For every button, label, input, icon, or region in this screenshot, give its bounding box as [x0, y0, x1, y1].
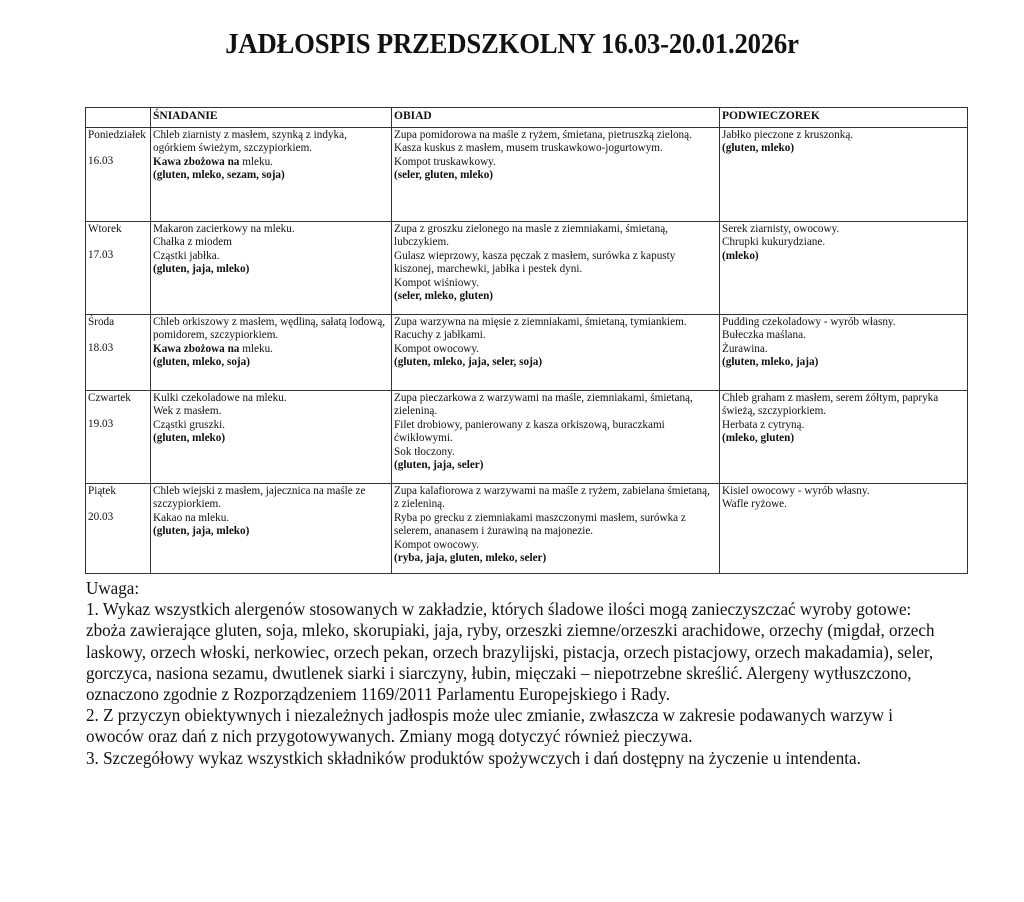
allergens: (seler, mleko, gluten)	[394, 290, 494, 303]
menu-item: Kulki czekoladowe na mleku.	[153, 392, 287, 404]
notes-heading: Uwaga:	[86, 578, 140, 598]
menu-item: Żurawina.	[722, 342, 768, 355]
menu-item: Chałka z miodem	[153, 236, 232, 249]
table-row	[86, 222, 968, 315]
menu-item-bold: Kawa zbożowa na	[153, 342, 240, 355]
menu-item: Kakao na mleku.	[153, 511, 230, 524]
obiad-cell	[392, 222, 720, 315]
sniadanie-cell	[151, 484, 392, 574]
table-header-row	[86, 108, 968, 128]
note-item: 3. Szczegółowy wykaz wszystkich składników produktów spożywczych i dań dostępny na życzenie u intendenta.	[86, 747, 861, 768]
menu-item: Zupa pomidorowa na maśle z ryżem, śmietana, pietruszką zieloną.	[394, 129, 692, 141]
menu-item: Kompot owocowy.	[394, 538, 480, 551]
day-name: Środa	[88, 316, 115, 328]
header-day	[86, 108, 151, 128]
menu-item: Sok tłoczony.	[394, 445, 455, 458]
table-row	[86, 315, 968, 391]
obiad-cell	[392, 315, 720, 391]
menu-item: Jabłko pieczone z kruszonką.	[722, 129, 854, 141]
menu-item: Pudding czekoladowy - wyrób własny.	[722, 316, 896, 328]
podwieczorek-cell	[720, 391, 968, 484]
menu-item: Kompot truskawkowy.	[394, 155, 496, 168]
note-item: 1. Wykaz wszystkich alergenów stosowanych w zakładzie, których śladowe ilości mogą zanieczyszczać wyroby gotowe: zboża zawierające gluten, soja, mleko, skorupiaki, jaja, ryby, orzeszki ziemne/orzeszki arachidowe, orzechy (migdał, orzech laskowy, orzech włoski, nerkowiec, orzech pekan, orzech brazylijski, pistacja, orzech pistacjowy, orzech makadamia), seler, gorczyca, nasiona sezamu, dwutlenek siarki i siarczyny, łubin, mięczaki – niepotrzebne skreślić. Alergeny wytłuszczono, oznaczono zgodnie z Rozporządzeniem 1169/2011 Parlamentu Europejskiego i Rady.	[86, 599, 935, 705]
menu-item: Kasza kuskus z masłem, musem truskawkowo-jogurtowym.	[394, 142, 663, 155]
day-cell	[86, 128, 151, 222]
allergens: (gluten, mleko, jaja)	[722, 356, 819, 369]
podwieczorek-cell	[720, 128, 968, 222]
obiad-cell	[392, 391, 720, 484]
allergens: (gluten, mleko)	[153, 432, 226, 445]
menu-item: Herbata z cytryną.	[722, 418, 805, 431]
allergens: (gluten, jaja, mleko)	[153, 263, 250, 276]
day-date: 18.03	[88, 342, 114, 355]
sniadanie-cell	[151, 222, 392, 315]
menu-item: Racuchy z jabłkami.	[394, 329, 486, 342]
menu-item: Kompot wiśniowy.	[394, 276, 480, 289]
menu-item	[153, 343, 389, 356]
day-name: Czwartek	[88, 392, 131, 404]
menu-item: Filet drobiowy, panierowany z kasza orkiszową, buraczkami ćwikłowymi.	[394, 418, 665, 445]
menu-item: Kisiel owocowy - wyrób własny.	[722, 485, 870, 497]
podwieczorek-cell	[720, 222, 968, 315]
menu-item-bold: Kawa zbożowa na	[153, 155, 240, 168]
allergens: (mleko)	[722, 249, 759, 262]
menu-item: Serek ziarnisty, owocowy.	[722, 223, 840, 235]
allergens: (ryba, jaja, gluten, mleko, seler)	[394, 552, 547, 565]
day-cell	[86, 315, 151, 391]
menu-item: Makaron zacierkowy na mleku.	[153, 223, 295, 235]
menu-item: Zupa kalafiorowa z warzywami na maśle z ryżem, zabielana śmietaną, z zieleniną.	[394, 485, 710, 511]
menu-item: Chleb ziarnisty z masłem, szynką z indyka, ogórkiem świeżym, szczypiorkiem.	[153, 129, 347, 155]
table-row	[86, 484, 968, 574]
allergens: (mleko, gluten)	[722, 432, 795, 445]
obiad-cell	[392, 484, 720, 574]
table-row	[86, 391, 968, 484]
menu-item: Wek z masłem.	[153, 405, 222, 418]
allergens: (gluten, jaja, seler)	[394, 459, 484, 472]
day-date: 16.03	[88, 155, 114, 168]
header-sniadanie: ŚNIADANIE	[151, 108, 392, 128]
header-obiad: OBIAD	[392, 108, 720, 128]
menu-item: Chleb orkiszowy z masłem, wędliną, sałatą lodową, pomidorem, szczypiorkiem.	[153, 316, 386, 342]
menu-item: Chrupki kukurydziane.	[722, 236, 826, 249]
menu-item: Wafle ryżowe.	[722, 498, 787, 511]
menu-item: Ryba po grecku z ziemniakami maszczonymi masłem, surówka z selerem, ananasem i żurawiną na majonezie.	[394, 511, 686, 538]
menu-item: Chleb graham z masłem, serem żółtym, papryka świeżą, szczypiorkiem.	[722, 392, 939, 418]
table-row	[86, 128, 968, 222]
notes-section	[86, 578, 940, 769]
page-title: JADŁOSPIS PRZEDSZKOLNY 16.03-20.01.2026r	[225, 28, 799, 60]
allergens: (gluten, mleko, soja)	[153, 356, 250, 369]
menu-item	[153, 156, 389, 169]
allergens: (gluten, mleko)	[722, 142, 795, 155]
day-date: 19.03	[88, 418, 114, 431]
menu-item-rest: mleku.	[239, 342, 273, 355]
menu-item: Zupa z groszku zielonego na masle z ziemniakami, śmietaną, lubczykiem.	[394, 223, 668, 249]
menu-item: Cząstki jabłka.	[153, 249, 220, 262]
menu-item: Chleb wiejski z masłem, jajecznica na maśle ze szczypiorkiem.	[153, 485, 366, 511]
allergens: (seler, gluten, mleko)	[394, 169, 494, 182]
menu-item: Cząstki gruszki.	[153, 418, 226, 431]
day-name: Piątek	[88, 485, 116, 497]
day-cell	[86, 391, 151, 484]
day-date: 17.03	[88, 249, 114, 262]
day-cell	[86, 484, 151, 574]
header-podwieczorek: PODWIECZOREK	[720, 108, 968, 128]
menu-item: Zupa pieczarkowa z warzywami na maśle, ziemniakami, śmietaną, zieleniną.	[394, 392, 693, 418]
menu-item-rest: mleku.	[239, 155, 273, 168]
podwieczorek-cell	[720, 315, 968, 391]
day-date: 20.03	[88, 511, 114, 524]
sniadanie-cell	[151, 315, 392, 391]
menu-item: Gulasz wieprzowy, kasza pęczak z masłem, surówka z kapusty kiszonej, marchewki, jabłka i pestek dyni.	[394, 249, 676, 276]
sniadanie-cell	[151, 128, 392, 222]
day-cell	[86, 222, 151, 315]
menu-item: Zupa warzywna na mięsie z ziemniakami, śmietaną, tymiankiem.	[394, 316, 687, 328]
allergens: (gluten, mleko, sezam, soja)	[153, 169, 285, 182]
day-name: Wtorek	[88, 223, 122, 235]
menu-item: Bułeczka maślana.	[722, 329, 806, 342]
menu-table	[85, 107, 968, 574]
obiad-cell	[392, 128, 720, 222]
podwieczorek-cell	[720, 484, 968, 574]
allergens: (gluten, mleko, jaja, seler, soja)	[394, 356, 543, 369]
allergens: (gluten, jaja, mleko)	[153, 525, 250, 538]
sniadanie-cell	[151, 391, 392, 484]
menu-item: Kompot owocowy.	[394, 342, 480, 355]
day-name: Poniedziałek	[88, 129, 146, 141]
note-item: 2. Z przyczyn obiektywnych i niezależnych jadłospis może ulec zmianie, zwłaszcza w zakresie podawanych warzyw i owoców oraz dań z nich przygotowywanych. Zmiany mogą dotyczyć również pieczywa.	[86, 705, 893, 747]
